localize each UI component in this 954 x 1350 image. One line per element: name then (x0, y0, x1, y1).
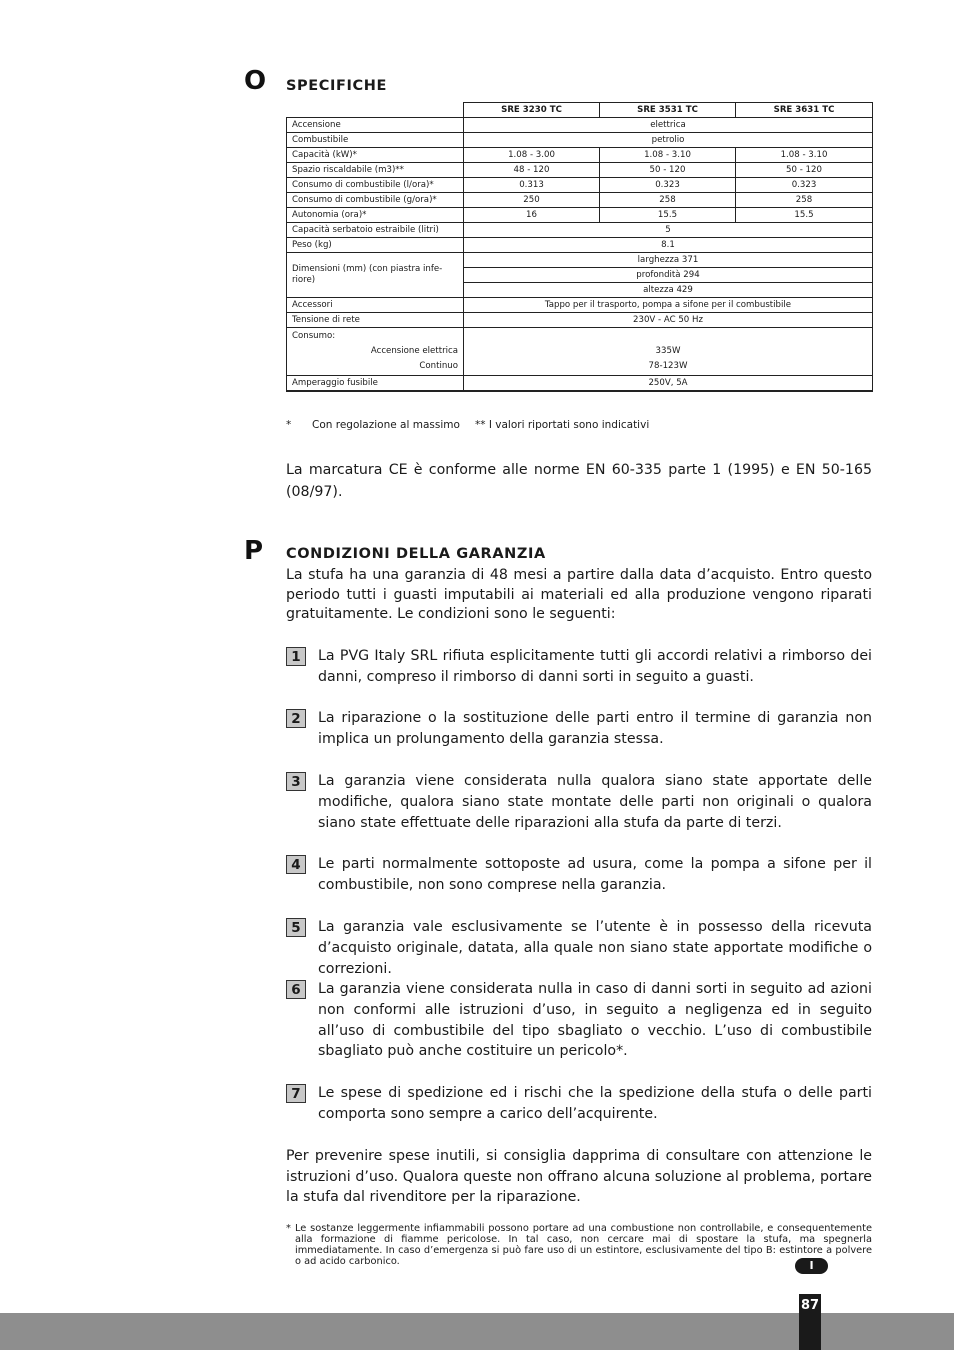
item-number: 7 (286, 1084, 306, 1103)
row-value: elettrica (464, 118, 873, 133)
row-value: 230V - AC 50 Hz (464, 313, 873, 328)
row-value: 15.5 (736, 208, 873, 223)
table-row (287, 238, 873, 253)
row-label: Tensione di rete (287, 313, 464, 328)
table-row (287, 193, 873, 208)
row-value: altezza 429 (464, 283, 873, 298)
row-value: 5 (464, 223, 873, 238)
table-row (287, 118, 873, 133)
row-value: 258 (736, 193, 873, 208)
header-model-1: SRE 3230 TC (464, 103, 600, 118)
row-value: 1.08 - 3.00 (464, 148, 600, 163)
language-badge: I (795, 1258, 828, 1274)
table-row (287, 223, 873, 238)
table-row (287, 298, 873, 313)
row-value: 50 - 120 (736, 163, 873, 178)
row-label: Consumo di combustibile (g/ora)* (287, 193, 464, 208)
table-row (287, 253, 873, 268)
consumo-val2: 78-123W (648, 361, 688, 371)
row-label: Peso (kg) (287, 238, 464, 253)
item-text: La garanzia vale esclusivamente se l’utente è in possesso della ricevuta d’acquisto originale, datata, alla quale non siano state apportate modifiche o correzioni. (318, 919, 872, 977)
row-value-consumo (464, 328, 873, 376)
item-number: 6 (286, 980, 306, 999)
spec-table (286, 102, 873, 392)
row-value: 16 (464, 208, 600, 223)
ce-marking-text: La marcatura CE è conforme alle norme EN 60-335 parte 1 (1995) e EN 50-165 (08/97). (286, 462, 872, 500)
table-row (287, 163, 873, 178)
item-number: 3 (286, 772, 306, 791)
row-value: petrolio (464, 133, 873, 148)
garanzia-footnote (286, 1223, 872, 1267)
row-value: 258 (600, 193, 736, 208)
row-value: 48 - 120 (464, 163, 600, 178)
item-text: La garanzia viene considerata nulla qualora siano state apportate delle modifiche, qualora siano state montate delle parti non originali o qualora siano state effettuate delle riparazioni alla stufa da parte di terzi. (318, 773, 872, 831)
consumo-label: Consumo: (292, 331, 336, 341)
table-row (287, 208, 873, 223)
item-text: La riparazione o la sostituzione delle parti entro il termine di garanzia non implica un prolungamento della garanzia stessa. (318, 710, 872, 747)
row-label: Amperaggio fusibile (287, 376, 464, 392)
table-row (287, 133, 873, 148)
row-label: Capacità serbatoio estraibile (litri) (287, 223, 464, 238)
row-label: Accessori (287, 298, 464, 313)
row-label: Autonomia (ora)* (287, 208, 464, 223)
row-value: 250V, 5A (464, 376, 873, 392)
row-label: Consumo di combustibile (l/ora)* (287, 178, 464, 193)
consumo-sub2: Continuo (419, 361, 458, 371)
row-value: 15.5 (600, 208, 736, 223)
footnote-b: ** I valori riportati sono indicativi (475, 419, 650, 431)
row-value: 0.323 (736, 178, 873, 193)
row-value: 0.313 (464, 178, 600, 193)
table-header-row (287, 103, 873, 118)
row-value: 1.08 - 3.10 (736, 148, 873, 163)
item-number: 1 (286, 647, 306, 666)
section-letter-o: O (244, 66, 267, 96)
row-value: 0.323 (600, 178, 736, 193)
item-text: La PVG Italy SRL rifiuta esplicitamente tutti gli accordi relativi a rimborso dei danni, compreso il rimborso di danni sorti in seguito a guasti. (318, 648, 872, 685)
footnote-star: * (286, 419, 292, 431)
section-title-garanzia: CONDIZIONI DELLA GARANZIA (286, 546, 546, 562)
item-text: Le spese di spedizione ed i rischi che la spedizione della stufa o delle parti comporta sono sempre a carico dell’acquirente. (318, 1085, 872, 1122)
row-value: 50 - 120 (600, 163, 736, 178)
row-label: Combustibile (287, 133, 464, 148)
garanzia-intro: La stufa ha una garanzia di 48 mesi a partire dalla data d’acquisto. Entro questo periodo tutti i guasti imputabili ai materiali ed alla produzione vengono riparati gratuitamente. Le condizioni sono le seguenti: (286, 567, 872, 622)
section-letter-p: P (244, 536, 264, 566)
row-value: 250 (464, 193, 600, 208)
footnote-text: Le sostanze leggermente infiammabili possono portare ad una combustione non controllabile, e consequentemente alla formazione di fiamme pericolose. In tal caso, non cercare mai di spostare la stufa, ma spegnerla immediatamente. In caso d’emergenza si può fare uso di un estintore, esclusivamente del tipo B: estintore a polvere o ad acido carbonico. (295, 1223, 872, 1267)
table-row (287, 148, 873, 163)
item-number: 2 (286, 709, 306, 728)
row-label: Accensione (287, 118, 464, 133)
row-label-consumo (287, 328, 464, 376)
section-title-specifiche: SPECIFICHE (286, 78, 387, 94)
row-value: larghezza 371 (464, 253, 873, 268)
table-row (287, 178, 873, 193)
consumo-sub1: Accensione elettrica (370, 346, 458, 356)
footnote-star: * (286, 1223, 291, 1234)
row-value: 8.1 (464, 238, 873, 253)
row-label: Dimensioni (mm) (con piastra infe-riore) (287, 253, 464, 298)
table-row (287, 313, 873, 328)
table-row (287, 376, 873, 392)
item-number: 5 (286, 918, 306, 937)
table-row (287, 328, 873, 376)
item-number: 4 (286, 855, 306, 874)
consumo-val1: 335W (655, 346, 681, 356)
item-text: La garanzia viene considerata nulla in caso di danni sorti in seguito ad azioni non conformi alle istruzioni d’uso, in seguito a negligenza ed in seguito all’uso di combustibile del tipo sbagliato o vecchio. L’uso di combustibile sbagliato può anche costituire un pericolo*. (318, 981, 872, 1060)
header-model-3: SRE 3631 TC (736, 103, 873, 118)
footnote-a: Con regolazione al massimo (312, 419, 460, 431)
header-model-2: SRE 3531 TC (600, 103, 736, 118)
item-text: Le parti normalmente sottoposte ad usura, come la pompa a sifone per il combustibile, non sono comprese nella garanzia. (318, 856, 872, 893)
garanzia-closing: Per prevenire spese inutili, si consiglia dapprima di consultare con attenzione le istruzioni d’uso. Qualora queste non offrano alcuna soluzione al problema, portare la stufa dal rivenditore per la riparazione. (286, 1148, 872, 1205)
row-label: Capacità (kW)* (287, 148, 464, 163)
row-value: profondità 294 (464, 268, 873, 283)
row-label: Spazio riscaldabile (m3)** (287, 163, 464, 178)
row-value: 1.08 - 3.10 (600, 148, 736, 163)
row-value: Tappo per il trasporto, pompa a sifone per il combustibile (464, 298, 873, 313)
page-number: 87 (799, 1294, 821, 1350)
